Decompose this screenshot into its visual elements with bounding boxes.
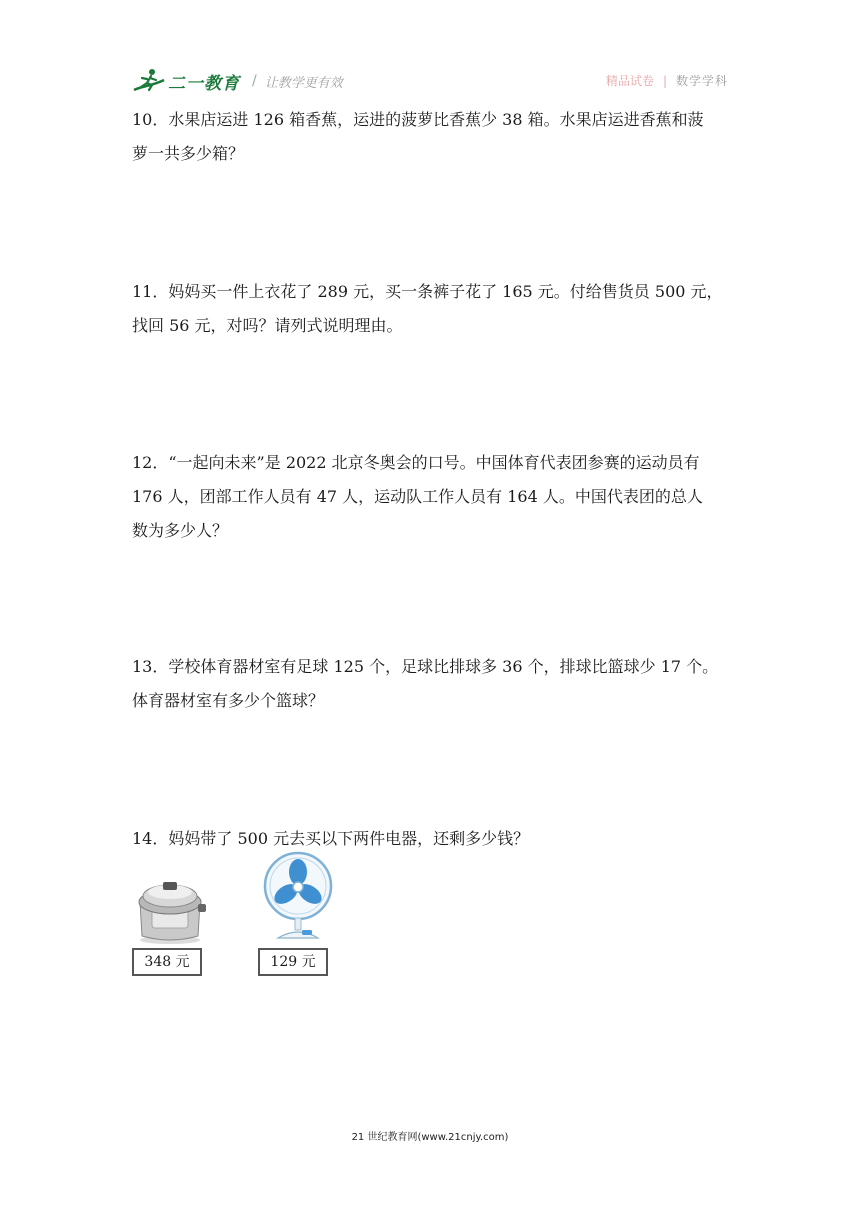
header-subject: 数学学科 xyxy=(675,74,728,88)
question-line: 12．“一起向未来”是 2022 北京冬奥会的口号。中国体育代表团参赛的运动员有 xyxy=(132,453,700,472)
question-line: 10．水果店运进 126 箱香蕉，运进的菠萝比香蕉少 38 箱。水果店运进香蕉和菠 xyxy=(132,110,704,129)
electric-fan-icon xyxy=(258,850,338,942)
question-line: 体育器材室有多少个篮球？ xyxy=(132,691,325,710)
appliance-figures xyxy=(132,852,352,982)
question-number: 13． xyxy=(132,657,169,676)
question-number: 14． xyxy=(132,829,169,848)
page-header xyxy=(132,66,732,96)
question-13 xyxy=(132,650,732,718)
logo xyxy=(132,66,343,96)
electric-fan-item xyxy=(258,850,338,977)
question-line: 13．学校体育器材室有足球 125 个，足球比排球多 36 个，排球比篮球少 17 个。 xyxy=(132,657,719,676)
question-line: 11．妈妈买一件上衣花了 289 元，买一条裤子花了 165 元。付给售货员 500 元， xyxy=(132,282,723,301)
header-right xyxy=(606,72,728,89)
question-number: 10． xyxy=(132,110,169,129)
header-separator: / xyxy=(252,73,257,89)
question-line: 14．妈妈带了 500 元去买以下两件电器，还剩多少钱？ xyxy=(132,829,530,848)
rice-cooker-icon xyxy=(132,858,212,948)
header-divider: | xyxy=(662,73,667,88)
question-line: 萝一共多少箱？ xyxy=(132,144,245,163)
question-line: 数为多少人？ xyxy=(132,521,229,540)
question-12 xyxy=(132,446,732,548)
question-number: 12． xyxy=(132,453,169,472)
price-tag: 129 元 xyxy=(258,948,328,976)
question-10 xyxy=(132,103,732,171)
logo-text: 二一教育 xyxy=(168,73,240,94)
header-tag: 精品试卷 xyxy=(605,74,654,88)
question-number: 11． xyxy=(132,282,169,301)
price-tag: 348 元 xyxy=(132,948,202,976)
question-14 xyxy=(132,822,732,856)
page-footer: 21 世纪教育网(www.21cnjy.com) xyxy=(351,1132,509,1143)
question-11 xyxy=(132,275,732,343)
question-line: 找回 56 元，对吗？请列式说明理由。 xyxy=(132,316,403,335)
running-figure-logo-icon xyxy=(132,68,166,94)
header-slogan: 让教学更有效 xyxy=(264,75,343,91)
question-line: 176 人，团部工作人员有 47 人，运动队工作人员有 164 人。中国代表团的总人 xyxy=(132,487,703,506)
rice-cooker-item xyxy=(132,852,212,977)
